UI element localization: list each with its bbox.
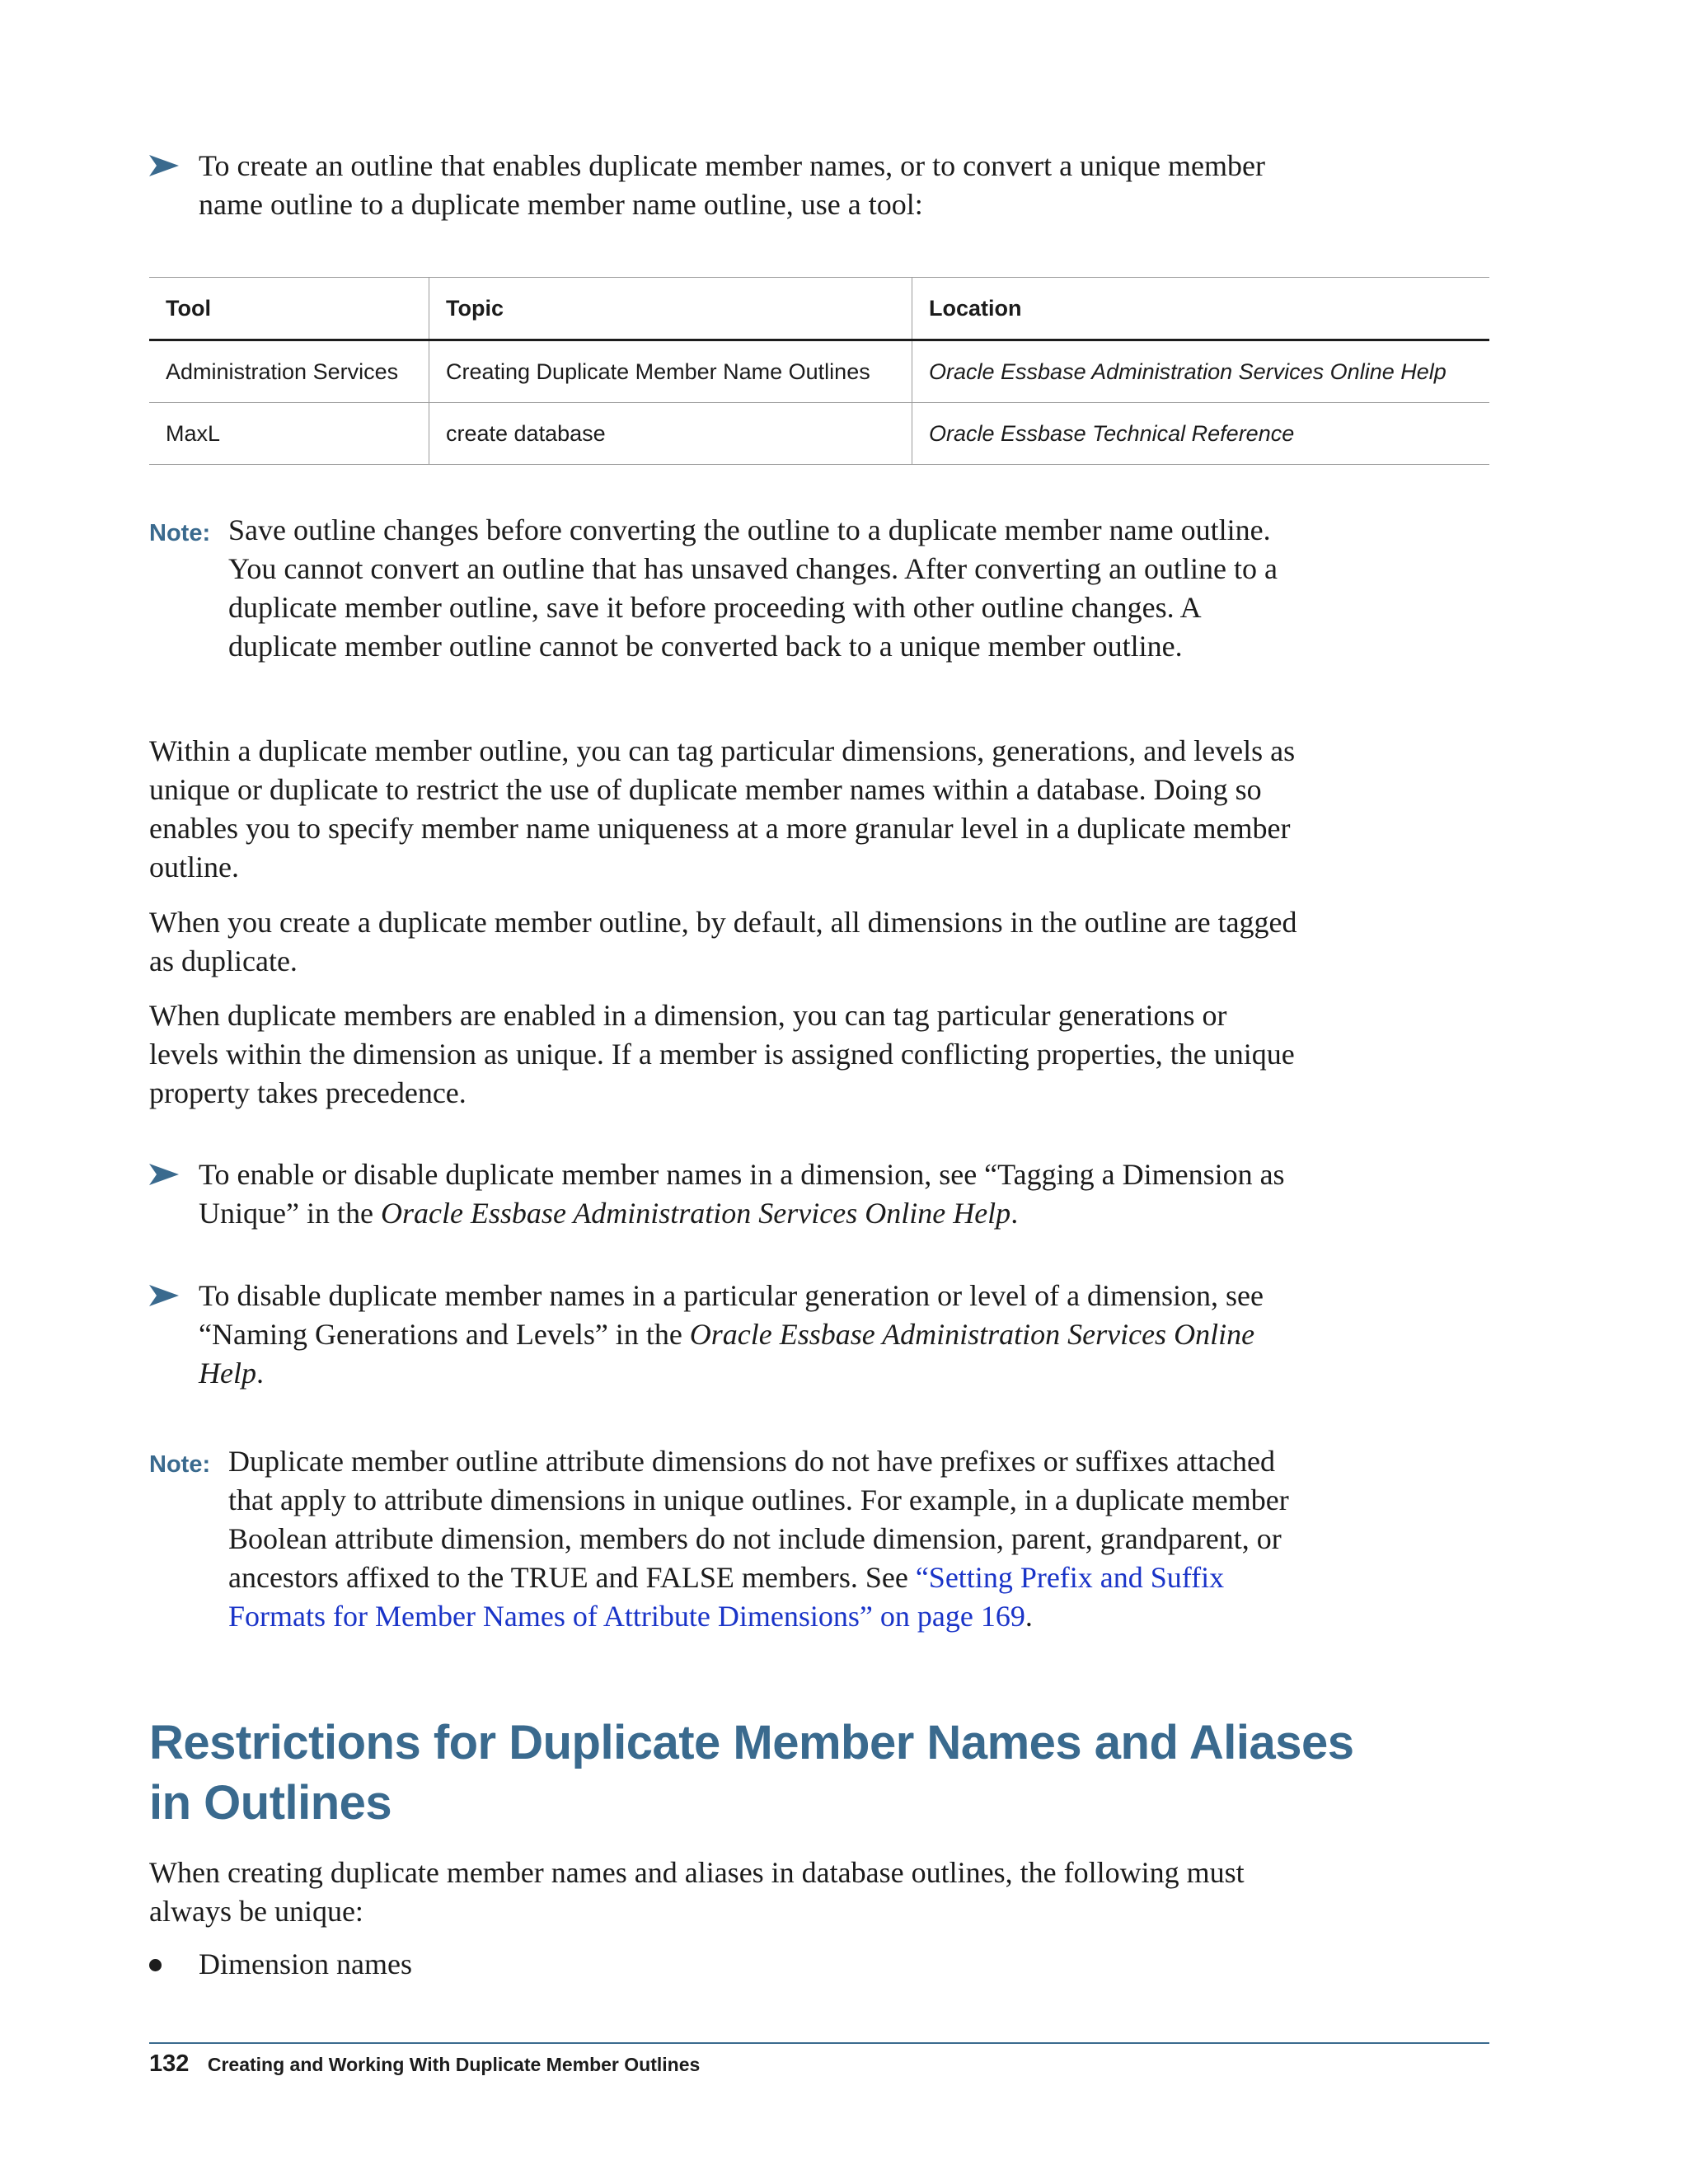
body-paragraph: When you create a duplicate member outline, by default, all dimensions in the outline are tagged as duplicate. (149, 906, 1297, 977)
column-header-topic: Topic (429, 278, 912, 340)
procedure-text: To disable duplicate member names in a particular generation or level of a dimension, see “Naming Generations and Levels” in the Oracle Essbase Administration Services Online Help. (199, 1279, 1264, 1390)
page-number: 132 (149, 2050, 190, 2077)
cell-topic: Creating Duplicate Member Name Outlines (429, 340, 912, 403)
procedure-text: To enable or disable duplicate member names in a dimension, see “Tagging a Dimension as Unique” in the Oracle Essbase Administration Services Online Help. (199, 1158, 1285, 1230)
list-item-text: Dimension names (199, 1947, 412, 1980)
table-row (149, 403, 1489, 465)
table-header-row (149, 278, 1489, 340)
cell-tool: MaxL (149, 403, 429, 465)
cell-location: Oracle Essbase Administration Services Online Help (912, 340, 1490, 403)
page-footer (149, 2050, 700, 2078)
note-label: Note: (149, 1451, 211, 1478)
reference-title: Oracle Essbase Administration Services Online Help (380, 1197, 1011, 1230)
body-paragraph: Within a duplicate member outline, you can tag particular dimensions, generations, and levels as unique or duplicate to restrict the use of duplicate member names within a database. Doing so enables you to specify member name uniqueness at a more granular level in a duplicate member outline. (149, 734, 1296, 883)
note-text: Save outline changes before converting the outline to a duplicate member name outline. You cannot convert an outline that has unsaved changes. After converting an outline to a duplicate member outline, save it before proceeding with other outline changes. A duplicate member outline cannot be converted back to a unique member outline. (228, 513, 1278, 663)
cell-location: Oracle Essbase Technical Reference (912, 403, 1490, 465)
note-text: Duplicate member outline attribute dimensions do not have prefixes or suffixes attached that apply to attribute dimensions in unique outlines. For example, in a duplicate member Boolean attribute dimension, members do not include dimension, parent, grandparent, or ancestors affixed to the TRUE and FALSE members. See “Setting Prefix and Suffix Formats for Member Names of Attribute Dimensions” on page 169. (228, 1445, 1289, 1633)
reference-title: Oracle Essbase Administration Services Online Help (199, 1318, 1255, 1390)
arrow-bullet-icon (149, 147, 182, 185)
body-paragraph: When duplicate members are enabled in a dimension, you can tag particular generations or levels within the dimension as unique. If a member is assigned conflicting properties, the unique property takes precedence. (149, 999, 1295, 1109)
bullet-dot-icon (149, 1959, 162, 1971)
cross-reference-link[interactable]: “Setting Prefix and Suffix Formats for Member Names of Attribute Dimensions” on page 169 (228, 1561, 1225, 1633)
note-label: Note: (149, 520, 211, 546)
cell-tool: Administration Services (149, 340, 429, 403)
footer-rule (149, 2042, 1489, 2044)
cell-topic: create database (429, 403, 912, 465)
section-intro: When creating duplicate member names and aliases in database outlines, the following must always be unique: (149, 1856, 1245, 1928)
column-header-location: Location (912, 278, 1490, 340)
column-header-tool: Tool (149, 278, 429, 340)
section-heading: Restrictions for Duplicate Member Names and Aliases in Outlines (149, 1716, 1354, 1830)
table-row (149, 340, 1489, 403)
chapter-title: Creating and Working With Duplicate Member Outlines (207, 2054, 701, 2075)
arrow-bullet-icon (149, 1155, 182, 1194)
procedure-text: To create an outline that enables duplicate member names, or to convert a unique member name outline to a duplicate member name outline, use a tool: (199, 149, 1265, 221)
tools-table (149, 277, 1489, 465)
arrow-bullet-icon (149, 1277, 182, 1315)
